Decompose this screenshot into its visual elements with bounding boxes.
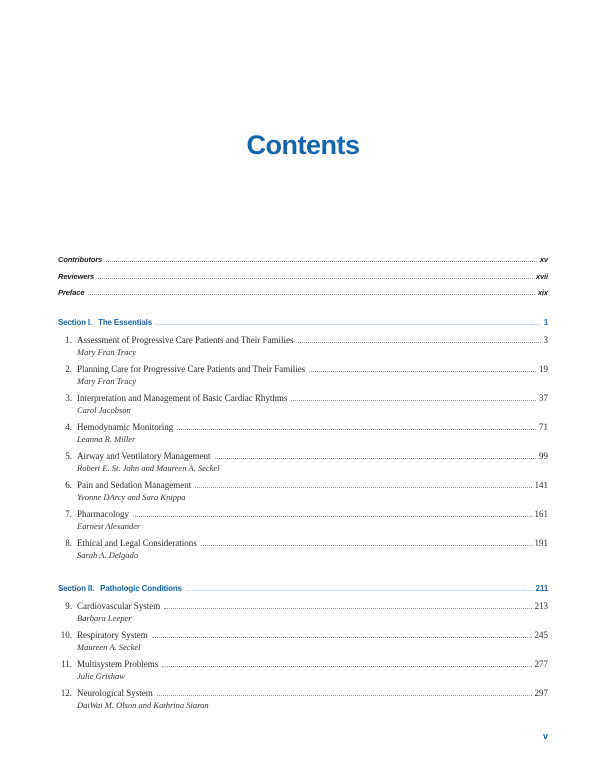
chapter-number: 5. — [65, 451, 72, 461]
chapter-authors: Julie Grishaw — [77, 671, 125, 681]
dot-leader — [309, 371, 536, 372]
chapter-entry — [58, 688, 548, 711]
dot-leader — [133, 516, 532, 517]
dot-leader — [162, 666, 531, 667]
chapter-title: Pain and Sedation Management — [77, 480, 192, 490]
chapter-number: 2. — [65, 364, 72, 374]
chapter-title: Pharmacology — [77, 509, 129, 519]
folio-page-number: v — [542, 731, 548, 741]
chapter-number: 1. — [65, 335, 72, 345]
dot-leader — [215, 458, 536, 459]
dot-leader — [164, 608, 531, 609]
dot-leader — [186, 590, 533, 591]
chapter-number: 9. — [65, 601, 72, 611]
chapter-page-number: 71 — [539, 422, 548, 432]
front-matter-page-number: xix — [537, 288, 548, 297]
chapter-title: Ethical and Legal Considerations — [77, 538, 197, 548]
chapter-entry — [58, 538, 548, 561]
chapter-entry — [58, 422, 548, 445]
chapter-entry — [58, 630, 548, 653]
chapter-authors: Earnest Alexander — [77, 521, 141, 531]
chapter-entry — [58, 335, 548, 358]
toc-page-title: Contents — [246, 130, 360, 160]
chapter-number: 10. — [60, 630, 72, 640]
chapter-number: 6. — [65, 480, 72, 490]
chapter-number: 4. — [65, 422, 72, 432]
chapter-number: 7. — [65, 509, 72, 519]
chapter-number: 3. — [65, 393, 72, 403]
chapter-authors: Mary Fran Tracy — [77, 376, 137, 386]
chapter-authors: Barbara Leeper — [77, 613, 132, 623]
chapter-title: Airway and Ventilatory Management — [77, 451, 211, 461]
chapter-authors: DaiWai M. Olson and Kathrina Siaron — [77, 700, 209, 710]
section-title: Pathologic Conditions — [100, 584, 182, 593]
section-heading — [58, 317, 548, 328]
section-page-number: 211 — [535, 584, 548, 593]
toc-section-essentials — [58, 317, 548, 567]
chapter-page-number: 245 — [534, 630, 548, 640]
chapter-title: Respiratory System — [77, 630, 148, 640]
chapter-entry — [58, 364, 548, 387]
chapter-authors: Robert E. St. John and Maureen A. Seckel — [77, 463, 220, 473]
chapter-title: Assessment of Progressive Care Patients and Their Families — [77, 335, 294, 345]
chapter-page-number: 277 — [534, 659, 548, 669]
chapter-authors: Maureen A. Seckel — [77, 642, 141, 652]
front-matter-list — [58, 255, 548, 305]
chapter-number: 11. — [61, 659, 72, 669]
chapter-title: Planning Care for Progressive Care Patients and Their Families — [77, 364, 306, 374]
dot-leader — [98, 278, 533, 279]
chapter-page-number: 37 — [539, 393, 548, 403]
front-matter-page-number: xv — [539, 255, 548, 264]
chapter-authors: Mary Fran Tracy — [77, 347, 137, 357]
dot-leader — [291, 400, 536, 401]
dot-leader — [106, 261, 537, 262]
front-matter-entry — [58, 255, 548, 272]
front-matter-label: Contributors — [58, 255, 103, 264]
dot-leader — [298, 342, 541, 343]
chapter-entry — [58, 659, 548, 682]
chapter-page-number: 3 — [543, 335, 548, 345]
dot-leader — [195, 487, 531, 488]
section-label: Section II. — [58, 584, 95, 593]
dot-leader — [177, 429, 536, 430]
front-matter-page-number: xvii — [535, 271, 548, 281]
dot-leader — [201, 545, 532, 546]
chapter-entry — [58, 480, 548, 503]
chapter-title: Hemodynamic Monitoring — [77, 422, 174, 432]
chapter-page-number: 99 — [539, 451, 548, 461]
chapter-page-number: 297 — [534, 688, 548, 698]
chapter-page-number: 191 — [534, 538, 548, 548]
front-matter-entry — [58, 288, 548, 305]
dot-leader — [88, 294, 534, 295]
chapter-title: Multisystem Problems — [77, 659, 159, 669]
chapter-number: 8. — [65, 538, 72, 548]
chapter-authors: Sarah A. Delgado — [77, 550, 138, 560]
chapter-entry — [58, 451, 548, 474]
chapter-title: Interpretation and Management of Basic Cardiac Rhythms — [77, 393, 288, 403]
chapter-authors: Yvonne DArcy and Sara Knippa — [77, 492, 186, 502]
chapter-authors: Carol Jacobson — [77, 405, 131, 415]
dot-leader — [157, 695, 532, 696]
front-matter-label: Reviewers — [58, 271, 95, 281]
chapter-number: 12. — [60, 688, 72, 698]
front-matter-entry — [58, 272, 548, 289]
section-label: Section I. — [58, 318, 93, 327]
section-page-number: 1 — [543, 318, 548, 327]
chapter-authors: Leanna R. Miller — [77, 434, 136, 444]
dot-leader — [156, 324, 541, 325]
chapter-entry — [58, 601, 548, 624]
section-title: The Essentials — [98, 318, 153, 327]
front-matter-label: Preface — [58, 288, 85, 297]
chapter-page-number: 213 — [534, 601, 548, 611]
chapter-title: Cardiovascular System — [77, 601, 161, 611]
chapter-entry — [58, 509, 548, 532]
chapter-page-number: 141 — [534, 480, 548, 490]
section-heading — [58, 583, 548, 594]
chapter-page-number: 161 — [534, 509, 548, 519]
chapter-title: Neurological System — [77, 688, 153, 698]
toc-section-pathologic-conditions — [58, 583, 548, 717]
chapter-entry — [58, 393, 548, 416]
dot-leader — [152, 637, 532, 638]
chapter-page-number: 19 — [539, 364, 548, 374]
